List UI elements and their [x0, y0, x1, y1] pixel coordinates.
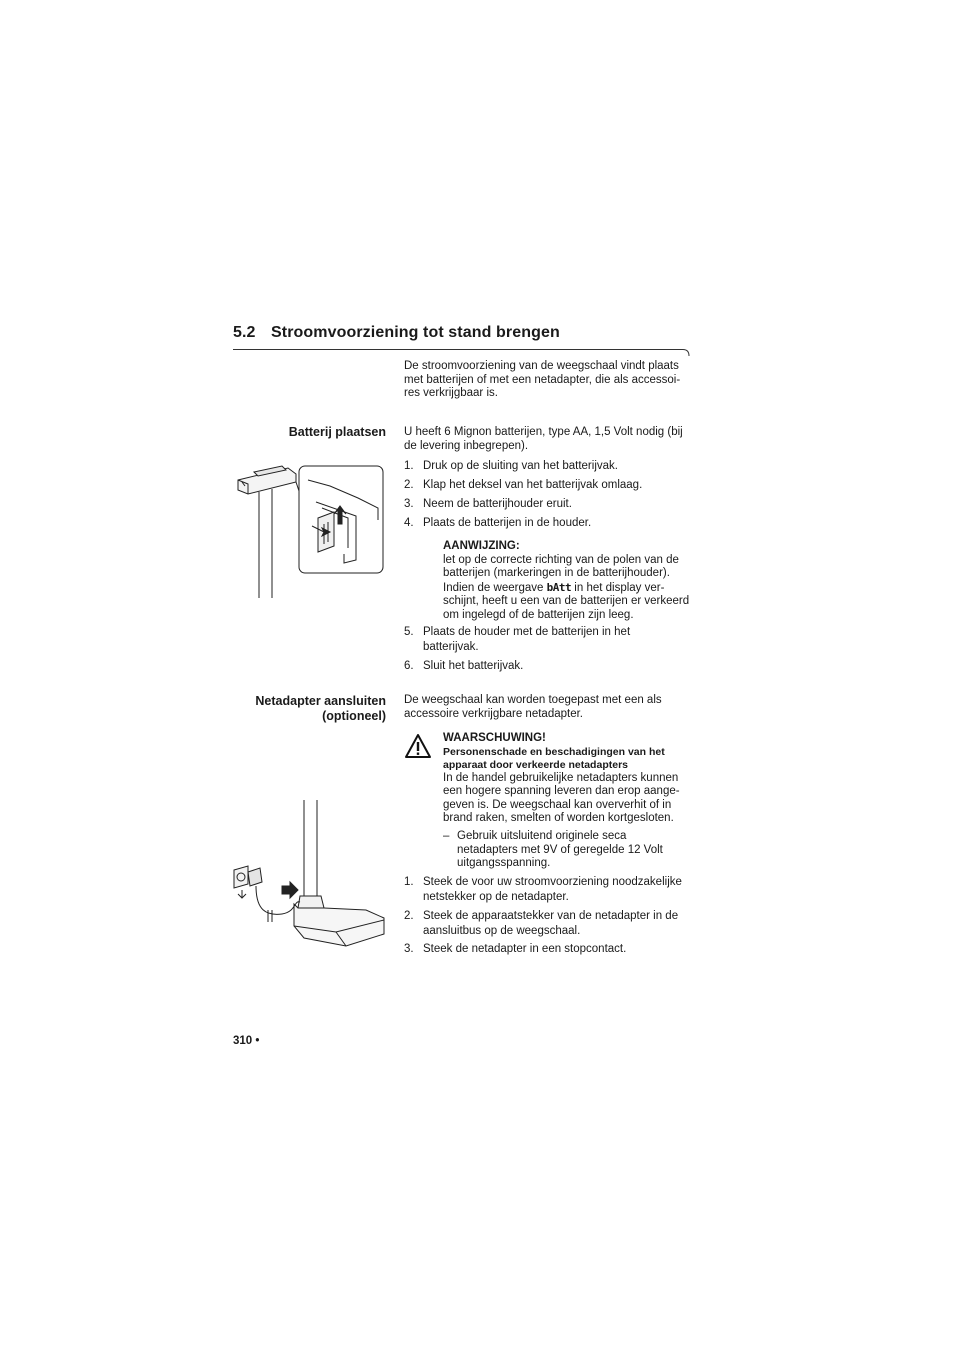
- section-title: Stroomvoorziening tot stand brengen: [271, 324, 560, 341]
- section-rule: [233, 348, 691, 358]
- battery-intro: U heeft 6 Mignon batterijen, type AA, 1,5 Volt nodig (bij de levering inbegrepen).: [404, 426, 683, 452]
- battery-heading: Batterij plaatsen: [288, 425, 386, 439]
- warning-text: In de handel gebruikelijke netadapters kunnen een hogere spanning leveren dan erop aange-geven is. De weegschaal kan oververhit of in brand raken, smelten of worden kortgesloten.: [443, 771, 680, 825]
- note-line: let op de correcte richting van de polen van de: [443, 553, 679, 566]
- warning-subtitle: Personenschade en beschadigingen van het apparaat door verkeerde netadapters: [443, 745, 665, 771]
- note-line: om ingelegd of de batterijen zijn leeg.: [443, 608, 634, 621]
- page-number: 310 •: [233, 1035, 260, 1047]
- warning-dash-item: – Gebruik uitsluitend originele seca netadapters met 9V of geregelde 12 Volt uitgangsspanning.: [443, 830, 663, 870]
- warning-block: [443, 732, 693, 826]
- warning-title: WAARSCHUWING!: [443, 732, 546, 744]
- note-block: [443, 540, 693, 623]
- adapter-illustration: [226, 798, 392, 954]
- display-readout: bAtt: [546, 580, 572, 594]
- note-line: batterijen (markeringen in de batterijhouder).: [443, 567, 670, 580]
- note-title: AANWIJZING:: [443, 540, 520, 552]
- note-line: Indien de weergave bAtt in het display ver-: [443, 580, 665, 594]
- section-heading: [233, 324, 560, 342]
- adapter-heading: Netadapter aansluiten (optioneel): [255, 694, 386, 723]
- warning-triangle-icon: [404, 733, 432, 759]
- battery-illustration: [230, 462, 388, 602]
- intro-paragraph: De stroomvoorziening van de weegschaal vindt plaats met batterijen of met een netadapter, die als accessoi-res verkrijgbaar is.: [404, 360, 681, 400]
- note-line: schijnt, heeft u een van de batterijen er verkeerd: [443, 595, 690, 608]
- adapter-intro: De weegschaal kan worden toegepast met een als accessoire verkrijgbare netadapter.: [404, 694, 662, 720]
- section-number: 5.2: [233, 324, 256, 341]
